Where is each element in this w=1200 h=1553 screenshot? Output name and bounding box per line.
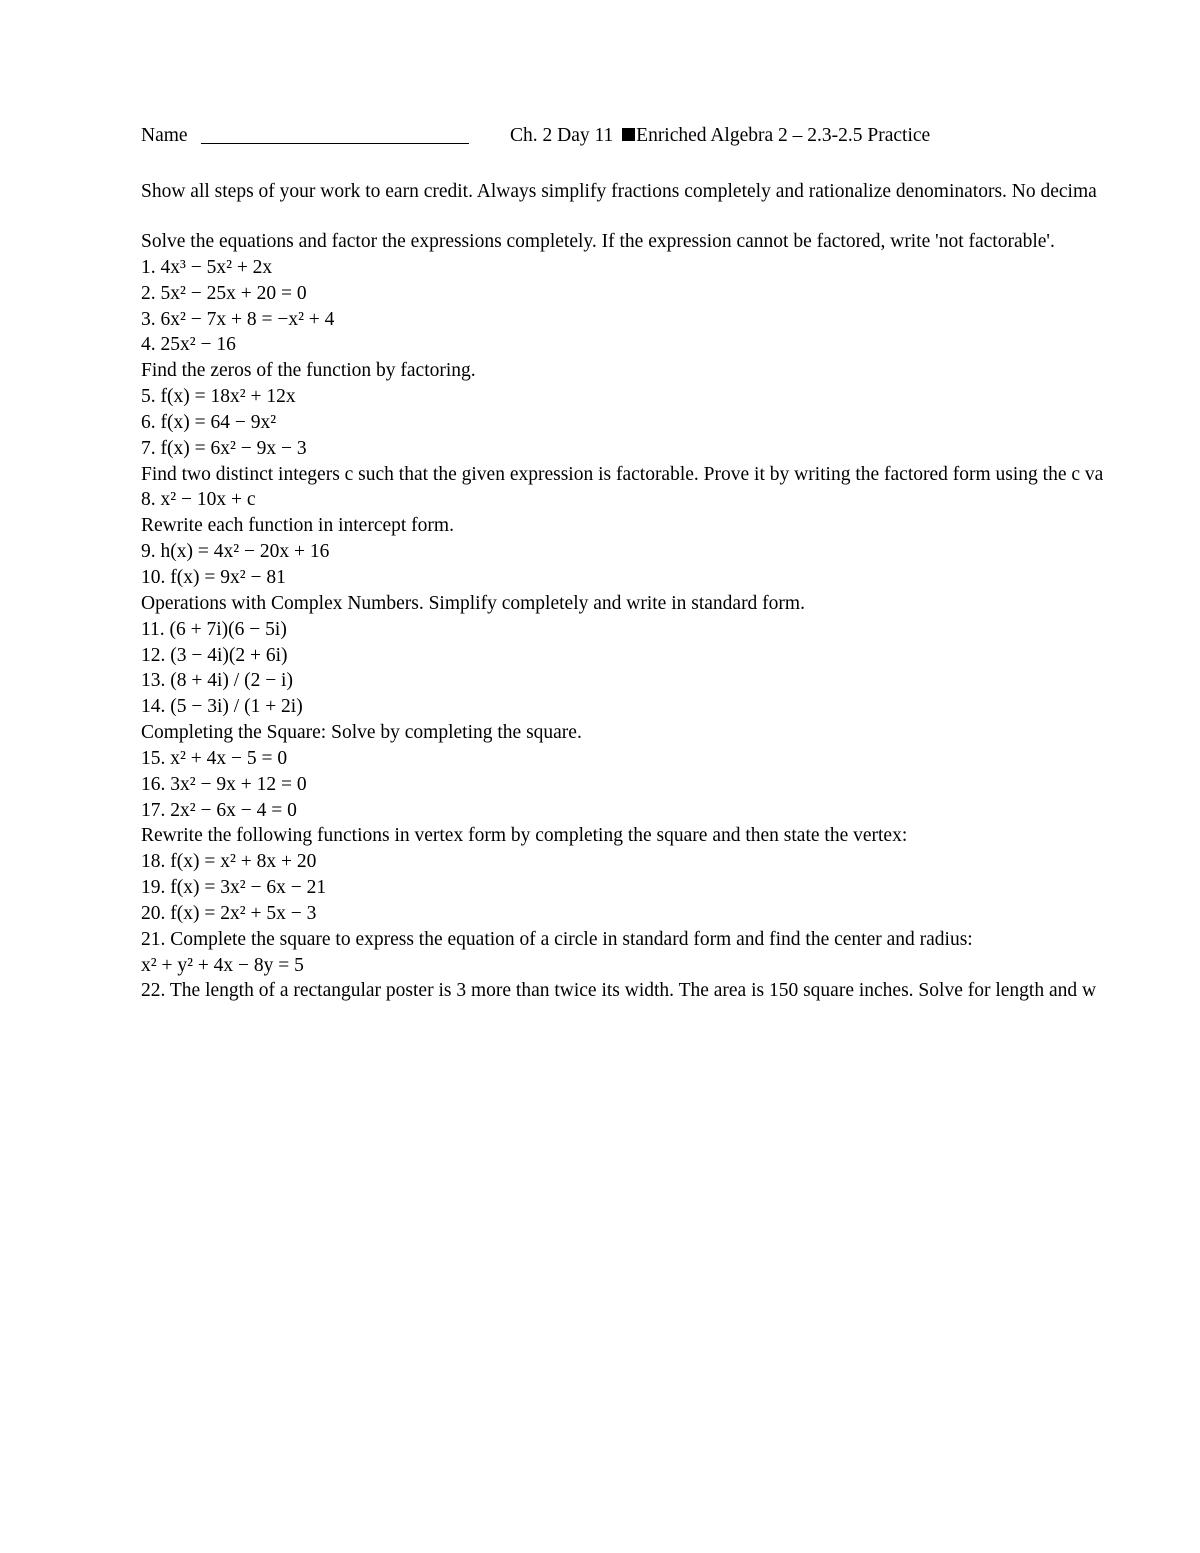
problem-item: 9. h(x) = 4x² − 20x + 16 [141, 541, 330, 563]
section-heading: Rewrite each function in intercept form. [141, 515, 454, 537]
worksheet-header [141, 123, 1200, 149]
problem-item: 18. f(x) = x² + 8x + 20 [141, 851, 317, 873]
instructions-text: Show all steps of your work to earn credit. Always simplify fractions completely and rationalize denominators. No decima [141, 181, 1097, 202]
worksheet-title [510, 123, 930, 149]
problem-item: 20. f(x) = 2x² + 5x − 3 [141, 902, 317, 924]
course-title: Enriched Algebra 2 – 2.3-2.5 Practice [636, 125, 931, 146]
problem-item: 2. 5x² − 25x + 20 = 0 [141, 282, 307, 304]
problem-list [141, 229, 1200, 1004]
problem-item: 4. 25x² − 16 [141, 334, 236, 356]
problem-item: 11. (6 + 7i)(6 − 5i) [141, 618, 287, 640]
section-heading: Solve the equations and factor the expressions completely. If the expression cannot be factored, write 'not factorable'. [141, 231, 1055, 252]
problem-item: 22. The length of a rectangular poster is 3 more than twice its width. The area is 150 square inches. Solve for length and w [141, 980, 1097, 1002]
problem-item: 6. f(x) = 64 − 9x² [141, 411, 277, 433]
section-heading: Find two distinct integers c such that the given expression is factorable. Prove it by writing the factored form using the c va [141, 463, 1104, 485]
name-label: Name [141, 125, 188, 146]
name-blank-line [201, 143, 469, 144]
square-bullet-icon [622, 128, 635, 141]
problem-item: 10. f(x) = 9x² − 81 [141, 566, 286, 588]
problem-item: 16. 3x² − 9x + 12 = 0 [141, 773, 307, 795]
section-heading: Rewrite the following functions in vertex form by completing the square and then state the vertex: [141, 825, 908, 847]
problem-item: 5. f(x) = 18x² + 12x [141, 386, 296, 408]
problem-item: 21. Complete the square to express the equation of a circle in standard form and find the center and radius: [141, 928, 973, 950]
section-heading: Find the zeros of the function by factoring. [141, 360, 476, 382]
chapter-label: Ch. 2 Day 11 [510, 125, 614, 146]
problem-item: 1. 4x³ − 5x² + 2x [141, 256, 273, 278]
problem-item: 17. 2x² − 6x − 4 = 0 [141, 799, 297, 821]
problem-item: 7. f(x) = 6x² − 9x − 3 [141, 437, 307, 459]
problem-item: 3. 6x² − 7x + 8 = −x² + 4 [141, 308, 335, 330]
problem-item: x² + y² + 4x − 8y = 5 [141, 954, 304, 976]
problem-item: 12. (3 − 4i)(2 + 6i) [141, 644, 288, 666]
problem-item: 15. x² + 4x − 5 = 0 [141, 747, 288, 769]
problem-item: 13. (8 + 4i) / (2 − i) [141, 670, 293, 692]
problem-item: 8. x² − 10x + c [141, 489, 256, 511]
section-heading: Completing the Square: Solve by completing the square. [141, 722, 582, 744]
problem-item: 19. f(x) = 3x² − 6x − 21 [141, 877, 327, 899]
problem-item: 14. (5 − 3i) / (1 + 2i) [141, 696, 303, 718]
section-heading: Operations with Complex Numbers. Simplify completely and write in standard form. [141, 592, 805, 614]
